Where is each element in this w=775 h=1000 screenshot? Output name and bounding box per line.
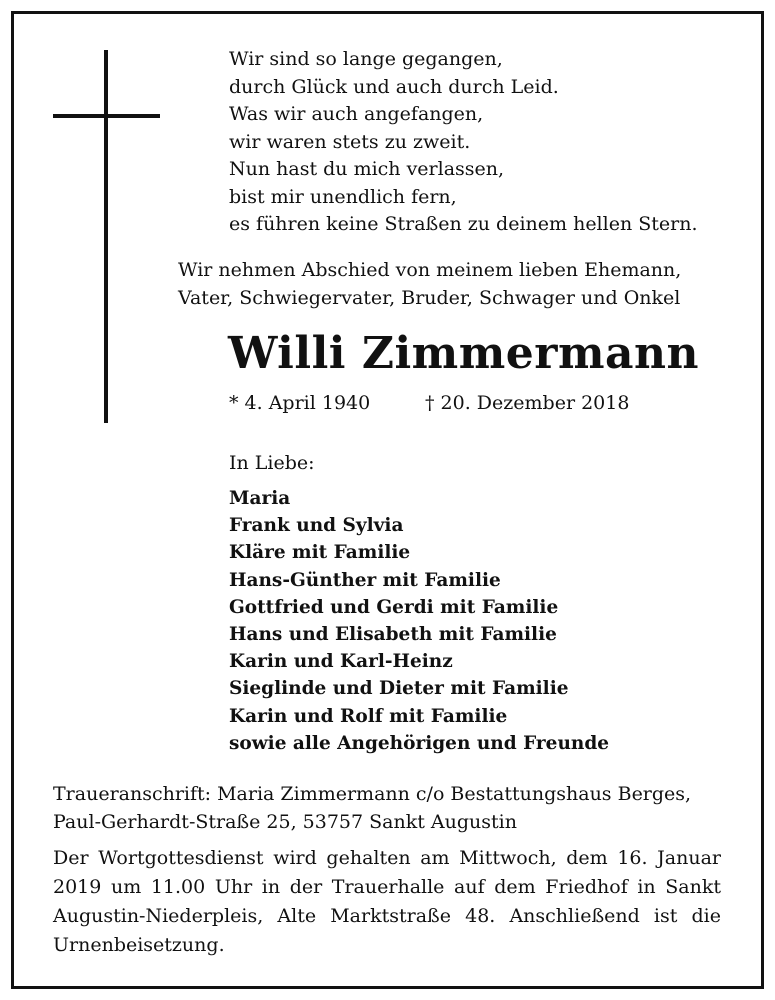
mourner-name: Kläre mit Familie <box>229 542 411 564</box>
mourners-list <box>229 485 609 757</box>
mourner-name: Hans-Günther mit Familie <box>229 569 501 591</box>
farewell-line: Wir nehmen Abschied von meinem lieben Ehemann, <box>178 259 682 281</box>
cross-vertical-bar <box>104 50 108 423</box>
poem-line: bist mir unendlich fern, <box>229 185 457 208</box>
poem-line: Was wir auch angefangen, <box>229 103 484 125</box>
mourning-address <box>53 780 691 836</box>
mourners-intro: In Liebe: <box>229 452 315 474</box>
poem-line: durch Glück und auch durch Leid. <box>229 75 559 98</box>
address-line: Traueranschrift: Maria Zimmermann c/o Bestattungshaus Berges, <box>53 783 692 805</box>
mourner-name: Karin und Karl-Heinz <box>229 651 453 673</box>
deceased-name: Willi Zimmermann <box>228 328 699 379</box>
service-info: Der Wortgottesdienst wird gehalten am Mittwoch, dem 16. Januar 2019 um 11.00 Uhr in der Trauerhalle auf dem Friedhof in Sankt Augustin-Niederpleis, Alte Marktstraße 48. Anschließend ist die Urnenbeisetzung. <box>53 847 721 956</box>
mourner-name: Hans und Elisabeth mit Familie <box>229 624 557 646</box>
mourner-name: Karin und Rolf mit Familie <box>229 705 508 727</box>
farewell-line: Vater, Schwiegervater, Bruder, Schwager und Onkel <box>178 287 681 309</box>
mourner-name: Maria <box>229 488 291 509</box>
mourner-name: sowie alle Angehörigen und Freunde <box>229 732 610 754</box>
birth-date: * 4. April 1940 <box>229 392 371 414</box>
farewell-text <box>178 256 681 312</box>
mourner-name: Sieglinde und Dieter mit Familie <box>229 678 569 700</box>
address-line: Paul-Gerhardt-Straße 25, 53757 Sankt Augustin <box>53 811 517 833</box>
poem-line: wir waren stets zu zweit. <box>229 130 471 153</box>
poem <box>229 46 698 239</box>
poem-line: Nun hast du mich verlassen, <box>229 158 505 180</box>
mourner-name: Gottfried und Gerdi mit Familie <box>229 596 559 618</box>
cross-horizontal-bar <box>53 114 160 118</box>
poem-line: es führen keine Straßen zu deinem hellen Stern. <box>229 213 698 235</box>
poem-line: Wir sind so lange gegangen, <box>229 48 503 70</box>
mourner-name: Frank und Sylvia <box>229 515 404 537</box>
death-date: † 20. Dezember 2018 <box>425 392 630 414</box>
